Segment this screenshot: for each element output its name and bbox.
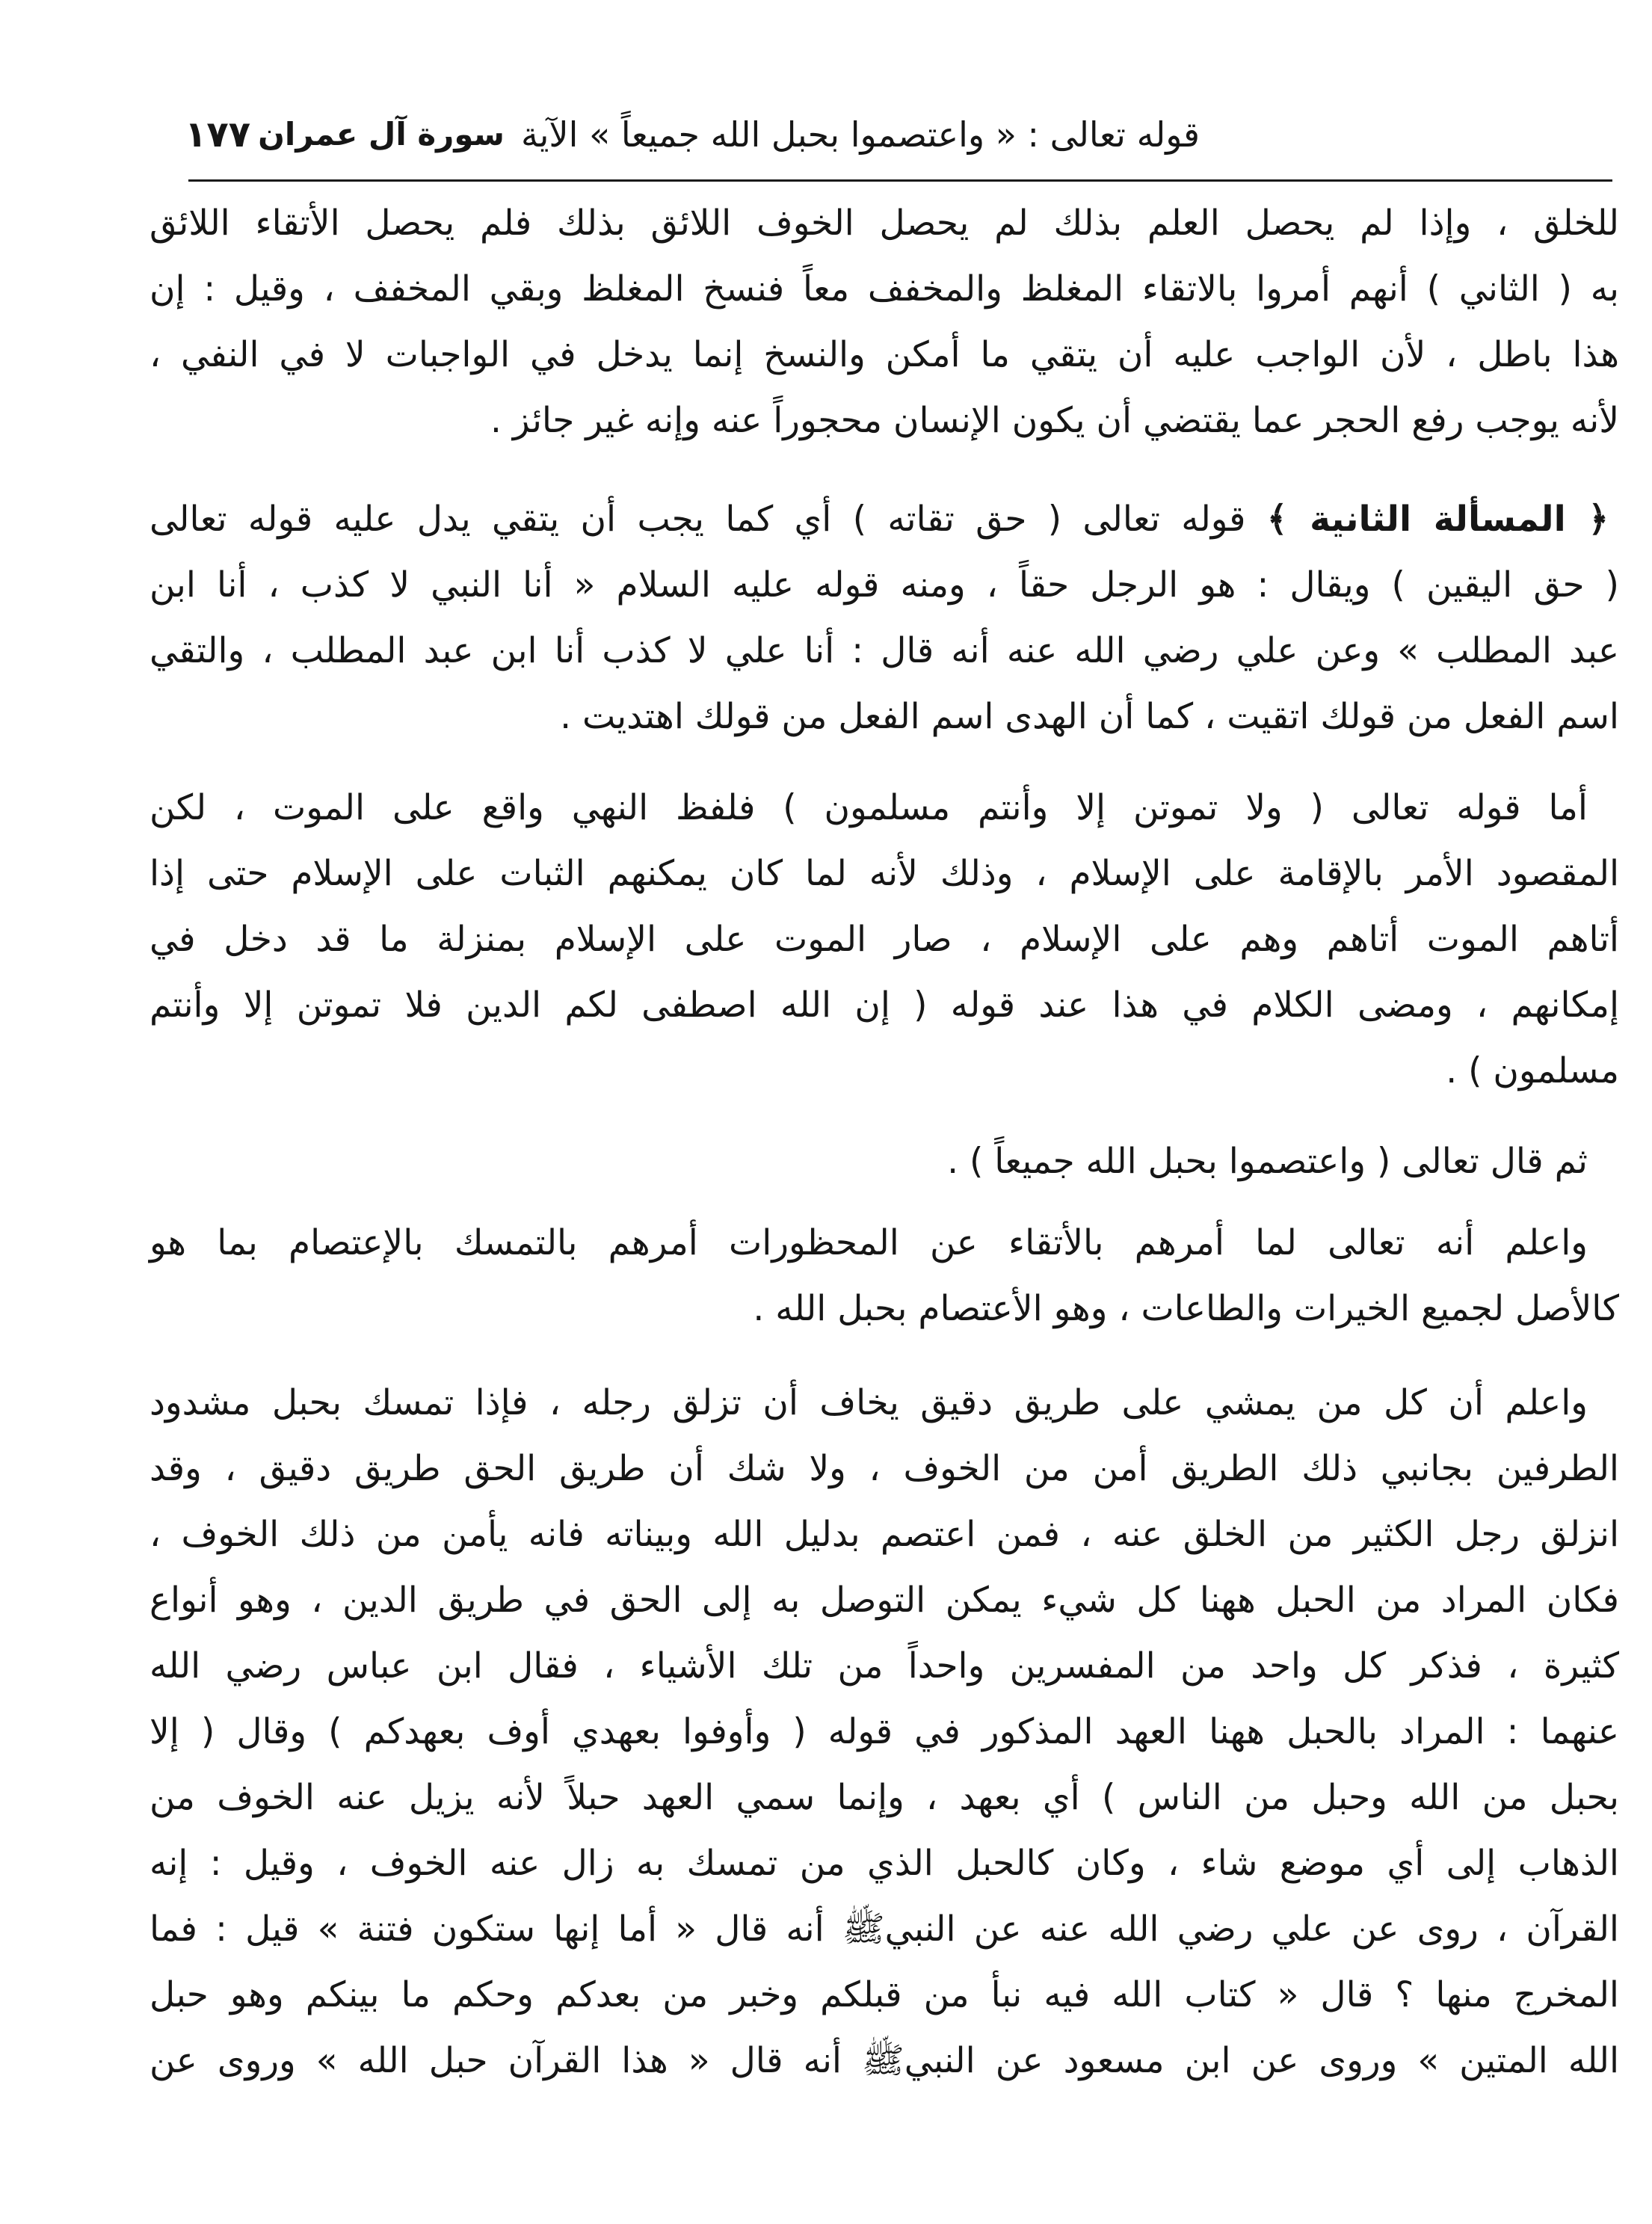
text-line: المقصود الأمر بالإقامة على الإسلام ، وذلك لأنه لما كان يمكنهم الثبات على الإسلام حتى إذا (150, 853, 1619, 894)
surah-name: سورة آل عمران (258, 116, 505, 153)
text-line: مسلمون ) . (1446, 1050, 1619, 1091)
text-line: به ( الثاني ) أنهم أمروا بالاتقاء المغلظ والمخفف معاً فنسخ المغلظ وبقي المخفف ، وقيل : إن (150, 268, 1619, 309)
text-line: انزلق رجل الكثير من الخلق عنه ، فمن اعتصم بدليل الله وبيناته فانه يأمن من ذلك الخوف ، (150, 1514, 1619, 1555)
text-line: الذهاب إلى أي موضع شاء ، وكان كالحبل الذي من تمسك به زال عنه الخوف ، وقيل : إنه (150, 1843, 1619, 1884)
text-line: ثم قال تعالى ( واعتصموا بحبل الله جميعاً ) . (947, 1141, 1588, 1182)
text-line: أتاهم الموت أتاهم وهم على الإسلام ، صار الموت على الإسلام بمنزلة ما قد دخل في (150, 919, 1619, 960)
text-line: الله المتين » وروى عن ابن مسعود عن النبيﷺ أنه قال « هذا القرآن حبل الله » وروى عن (150, 2040, 1619, 2081)
paragraph (150, 487, 1619, 750)
text-line: واعلم أنه تعالى لما أمرهم بالأتقاء عن المحظورات أمرهم بالتمسك بالإعتصام بما هو (150, 1222, 1588, 1263)
text-line: اسم الفعل من قولك اتقيت ، كما أن الهدى اسم الفعل من قولك اهتديت . (560, 696, 1619, 737)
text-line: للخلق ، وإذا لم يحصل العلم بذلك لم يحصل الخوف اللائق بذلك فلم يحصل الأتقاء اللائق (150, 203, 1619, 244)
header-rule (188, 179, 1612, 182)
text-line: القرآن ، روى عن علي رضي الله عنه عن النبيﷺ أنه قال « أما إنها ستكون فتنة » قيل : فما (150, 1909, 1619, 1950)
text-line: عبد المطلب » وعن علي رضي الله عنه أنه قال : أنا علي لا كذب أنا ابن عبد المطلب ، والتقي (150, 630, 1619, 671)
text-line: أما قوله تعالى ( ولا تموتن إلا وأنتم مسلمون ) فلفظ النهي واقع على الموت ، لكن (150, 787, 1588, 828)
page-number: ١٧٧ (185, 114, 250, 155)
paragraph (150, 1370, 1619, 2094)
header-title: قوله تعالى : « واعتصموا بحبل الله جميعاً » الآية (520, 114, 1200, 155)
text-line: كثيرة ، فذكر كل واحد من المفسرين واحداً من تلك الأشياء ، فقال ابن عباس رضي الله (150, 1645, 1619, 1687)
text-line: ( حق اليقين ) ويقال : هو الرجل حقاً ، ومنه قوله عليه السلام « أنا النبي لا كذب ، أنا ابن (150, 564, 1619, 606)
paragraph (150, 1210, 1619, 1342)
text-line: المخرج منها ؟ قال « كتاب الله فيه نبأ من قبلكم وخبر من بعدكم وحكم ما بينكم وهو حبل (150, 1974, 1619, 2015)
text-line: لأنه يوجب رفع الحجر عما يقتضي أن يكون الإنسان محجوراً عنه وإنه غير جائز . (490, 400, 1619, 441)
paragraph (150, 775, 1619, 1104)
text-line: هذا باطل ، لأن الواجب عليه أن يتقي ما أمكن والنسخ إنما يدخل في الواجبات لا في النفي ، (150, 334, 1619, 375)
text-span: قوله تعالى ( حق تقاته ) أي كما يجب أن يتقي يدل عليه قوله تعالى (150, 499, 1246, 540)
text-line: الطرفين بجانبي ذلك الطريق أمن من الخوف ، ولا شك أن طريق الحق طريق دقيق ، وقد (150, 1448, 1619, 1489)
text-line: إمكانهم ، ومضى الكلام في هذا عند قوله ( إن الله اصطفى لكم الدين فلا تموتن إلا وأنتم (150, 985, 1619, 1026)
text-line: عنهما : المراد بالحبل ههنا العهد المذكور في قوله ( وأوفوا بعهدي أوف بعهدكم ) وقال ( إلا (150, 1711, 1619, 1752)
text-line: كالأصل لجميع الخيرات والطاعات ، وهو الأعتصام بحبل الله . (753, 1288, 1619, 1329)
paragraph (150, 191, 1619, 454)
text-line (150, 487, 1619, 552)
text-line: فكان المراد من الحبل ههنا كل شيء يمكن التوصل به إلى الحق في طريق الدين ، وهو أنواع (150, 1580, 1619, 1621)
section-heading: ﴿ المسألة الثانية ﴾ (1266, 499, 1609, 540)
paragraph (150, 1129, 1619, 1195)
text-line: واعلم أن كل من يمشي على طريق دقيق يخاف أن تزلق رجله ، فإذا تمسك بحبل مشدود (150, 1382, 1588, 1423)
text-line: بحبل من الله وحبل من الناس ) أي بعهد ، وإنما سمي العهد حبلاً لأنه يزيل عنه الخوف من (150, 1777, 1619, 1818)
